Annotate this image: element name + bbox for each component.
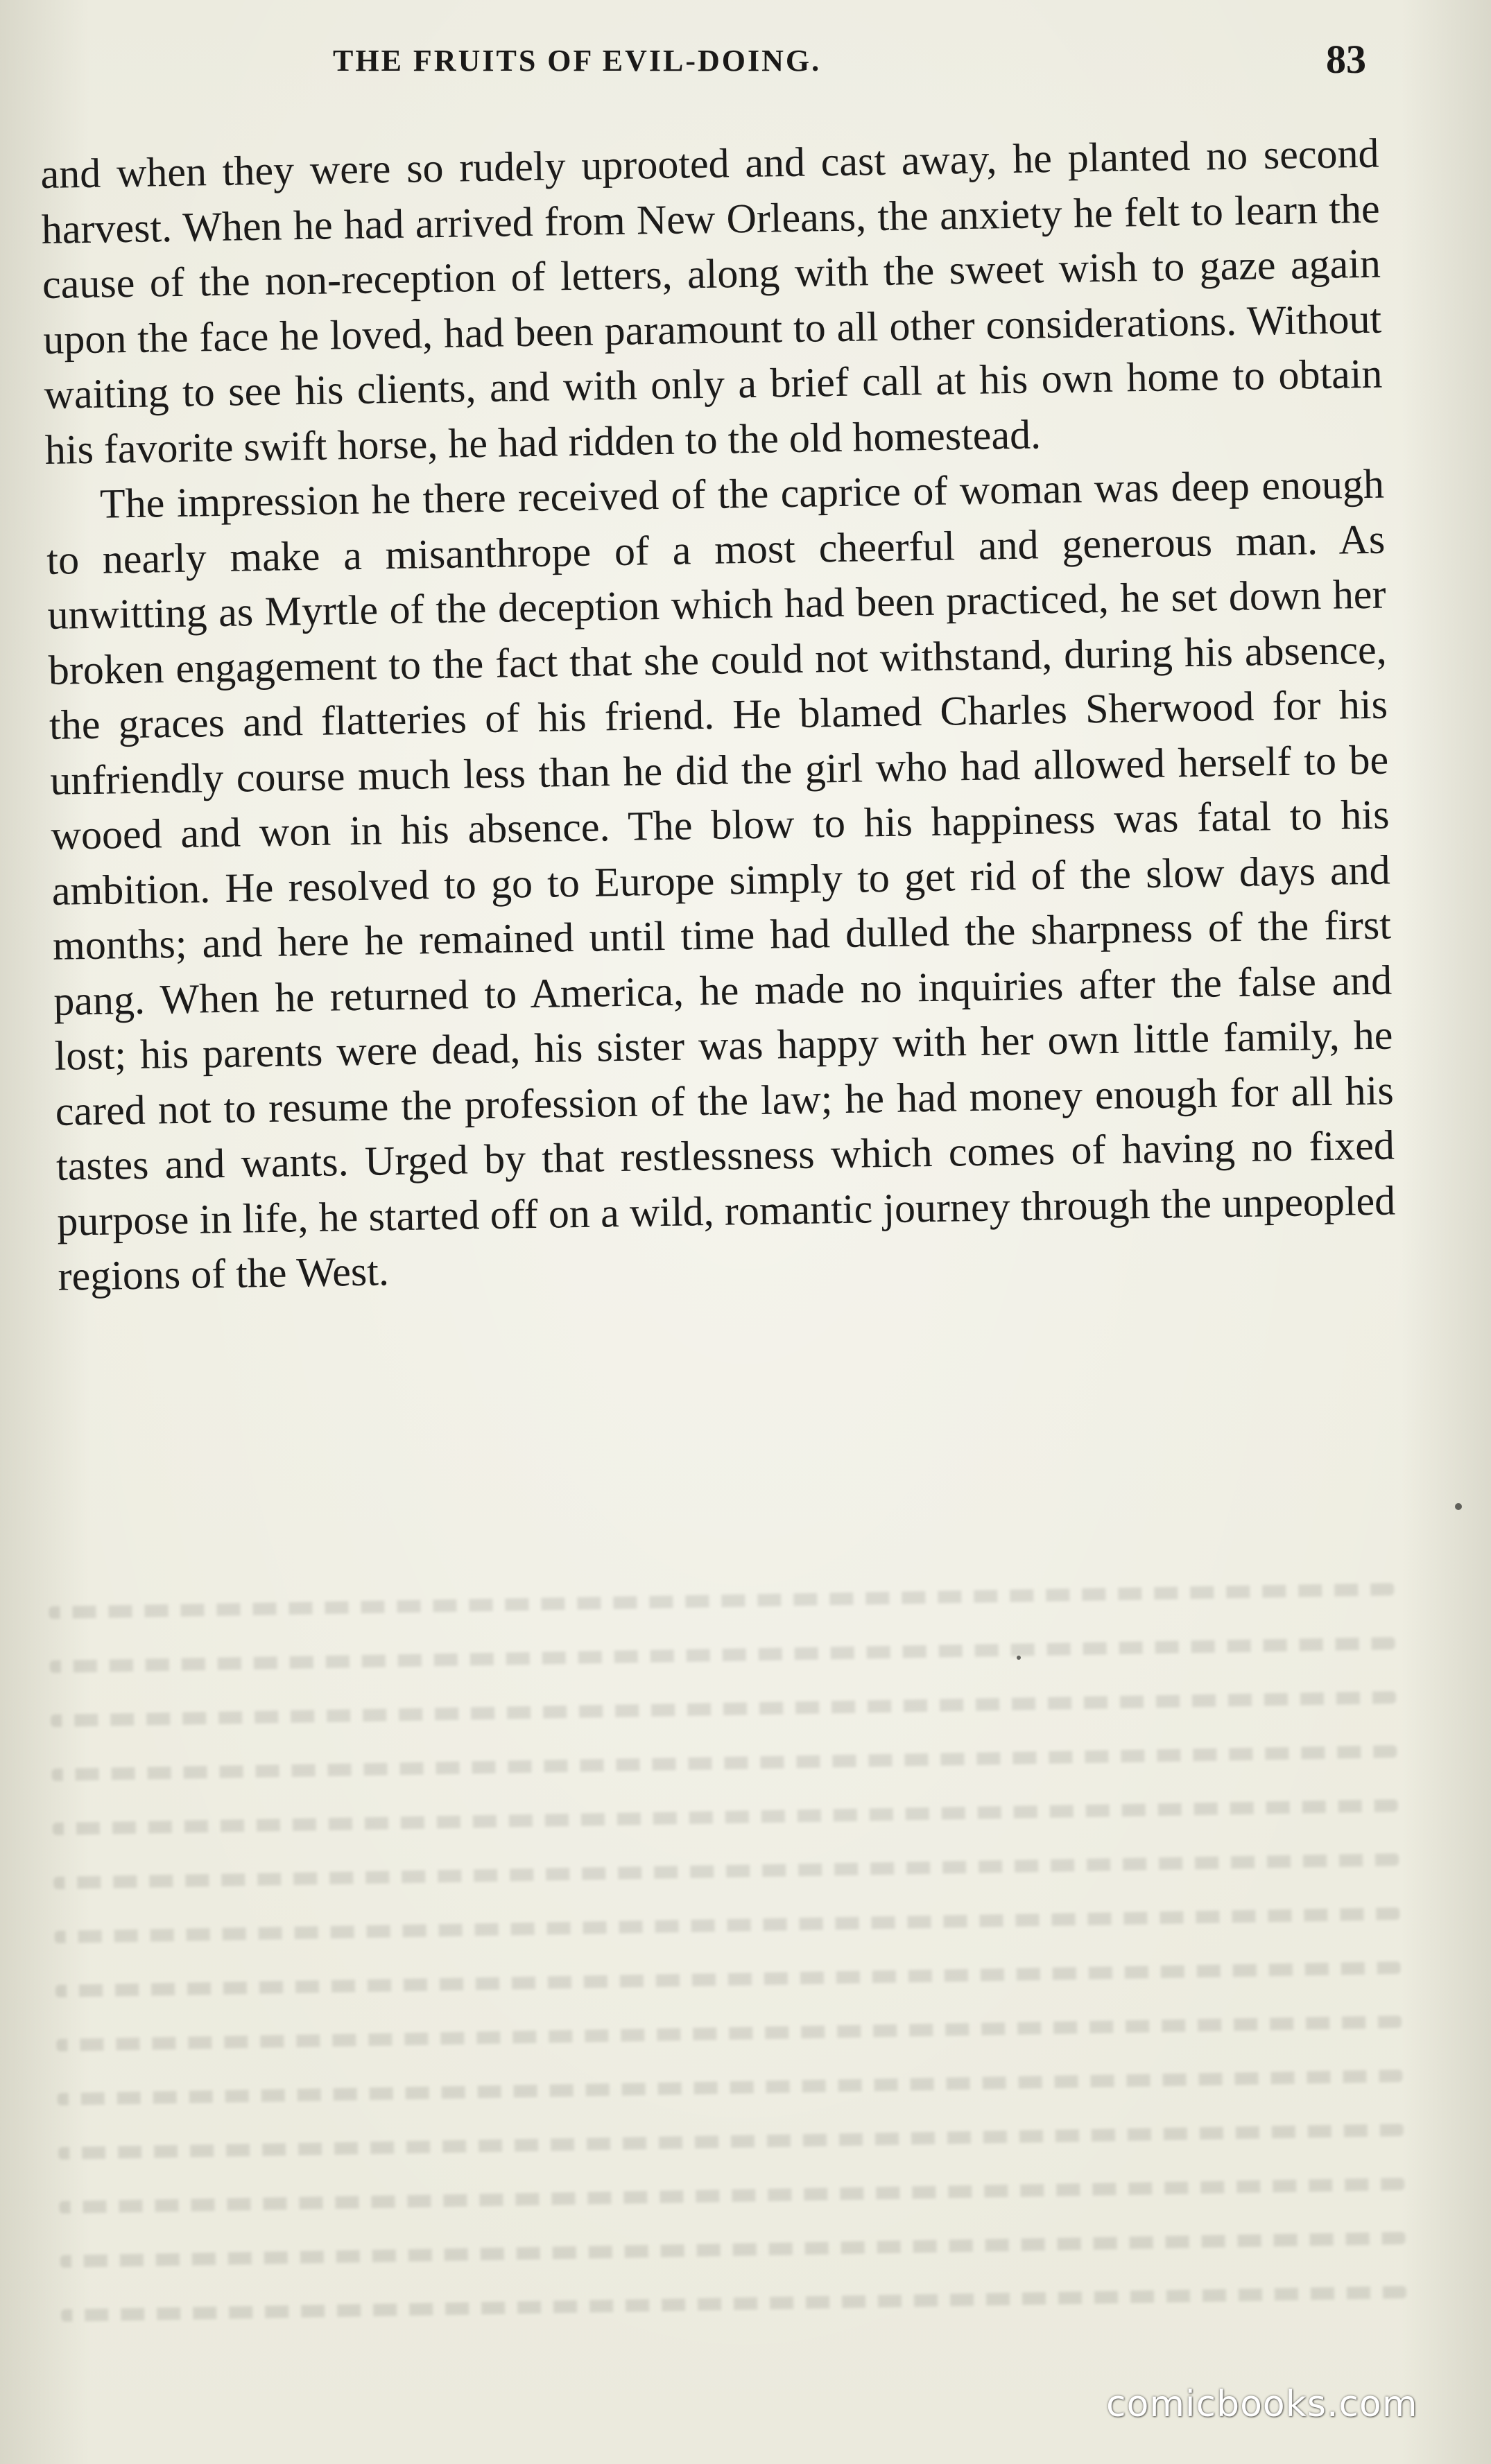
body-text: [40, 126, 1397, 1305]
paragraph: and when they were so rudely uprooted and cast away, he planted no second harvest. When he had arrived from New Orleans, the anxiety he felt to learn the cause of the non-reception of letters, along with the sweet wish to gaze again upon the face he loved, had been paramount to all other considerations. Without waiting to see his clients, and with only a brief call at his own home to obtain his favorite swift horse, he had ridden to the old homestead.: [40, 130, 1383, 473]
page-number: 83: [1326, 37, 1366, 82]
show-through-texture: [49, 1583, 1407, 2383]
paragraph: The impression he there received of the caprice of woman was deep enough to nearly make a misanthrope of a most cheerful and generous man. As unwitting as Myrtle of the deception which had been practiced, he set down her broken engagement to the fact that she could not withstand, during his absence, the graces and flatteries of his friend. He blamed Charles Sherwood for his unfriendly course much less than he did the girl who had allowed herself to be wooed and won in his absence. The blow to his happiness was fatal to his ambition. He resolved to go to Europe simply to get rid of the slow days and months; and here he remained until time had dulled the sharpness of the first pang. When he returned to America, he made no inquiries after the false and lost; his parents were dead, his sister was happy with her own little family, he cared not to resume the profession of the law; he had money enough for all his tastes and wants. Urged by that restlessness which comes of having no fixed purpose in life, he started off on a wild, romantic journey through the unpeopled regions of the West.: [46, 460, 1396, 1299]
watermark: comicbooks.com: [1106, 2384, 1418, 2425]
running-title: THE FRUITS OF EVIL-DOING.: [333, 44, 822, 78]
ink-speck: [1017, 1656, 1021, 1660]
ink-speck: [1455, 1503, 1462, 1510]
